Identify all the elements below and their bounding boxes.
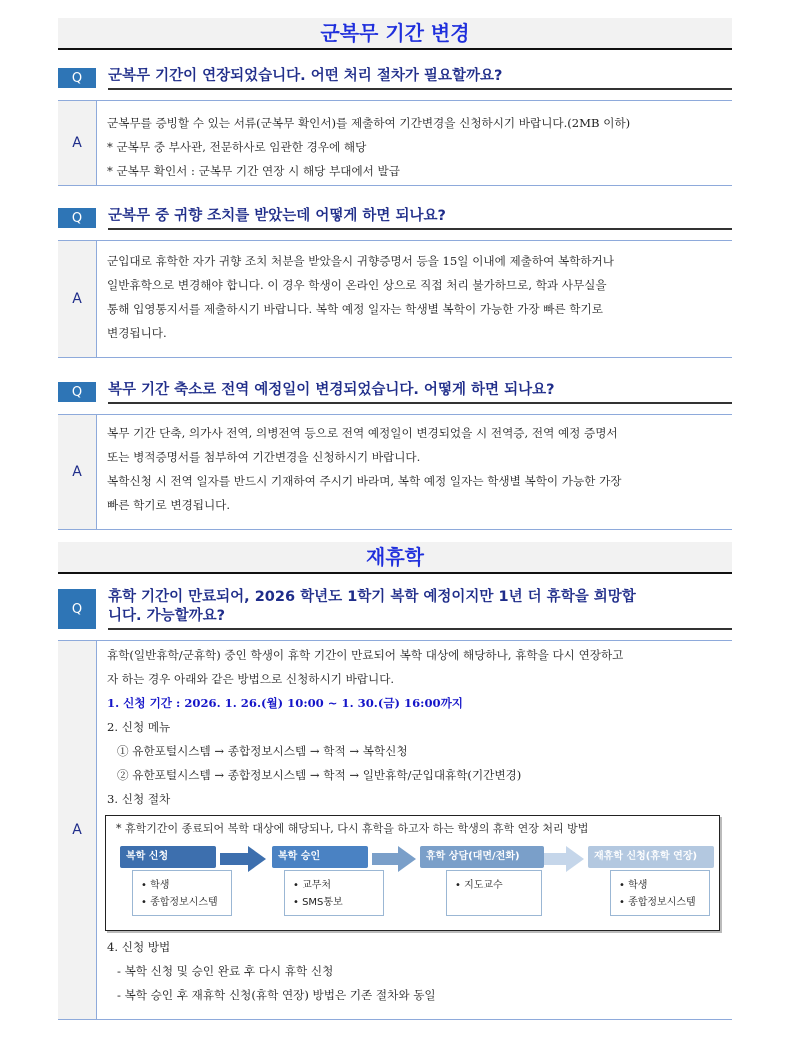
answer-content-1	[97, 101, 732, 185]
answer-line: 변경됩니다.	[107, 326, 167, 340]
answer-line: 휴학(일반휴학/군휴학) 중인 학생이 휴학 기간이 만료되어 복학 대상에 해당하나, 휴학을 다시 연장하고	[107, 648, 624, 662]
question-text-1: 군복무 기간이 연장되었습니다. 어떤 처리 절차가 필요할까요?	[108, 66, 732, 90]
answer-line: 일반휴학으로 변경해야 합니다. 이 경우 학생이 온라인 상으로 직접 처리 불가하므로, 학과 사무실을	[107, 278, 607, 292]
procedure-flow-box	[105, 815, 720, 931]
arrow-right-icon	[544, 846, 584, 872]
flow-step-title: 복학 승인	[272, 846, 368, 868]
question-row-1	[58, 66, 732, 90]
question-row-3	[58, 380, 732, 404]
flow-step-item: • SMS통보	[293, 897, 343, 908]
arrow-right-icon	[372, 846, 416, 872]
answer-line: 통해 입영통지서를 제출하시기 바랍니다. 복학 예정 일자는 학생별 복학이 가능한 가장 빠른 학기로	[107, 302, 603, 316]
flow-step-box	[284, 870, 384, 916]
a-badge: A	[58, 641, 97, 1019]
menu-path-1: ① 유한포털시스템 → 종합정보시스템 → 학적 → 복학신청	[117, 744, 408, 758]
flow-step-item: • 학생	[141, 880, 170, 891]
a-badge: A	[58, 101, 97, 185]
method-line-1: - 복학 신청 및 승인 완료 후 다시 휴학 신청	[117, 964, 334, 978]
flow-note: * 휴학기간이 종료되어 복학 대상에 해당되나, 다시 휴학을 하고자 하는 학생의 휴학 연장 처리 방법	[116, 822, 589, 835]
question-text-4	[108, 588, 732, 630]
question-row-2	[58, 206, 732, 230]
q-badge: Q	[58, 589, 96, 629]
question-line: 니다. 가능할까요?	[108, 608, 226, 624]
flow-step-item: • 종합정보시스템	[619, 897, 696, 908]
menu-title: 2. 신청 메뉴	[107, 720, 171, 734]
answer-line: 자 하는 경우 아래와 같은 방법으로 신청하시기 바랍니다.	[107, 672, 395, 686]
flow-step-title: 휴학 상담(대면/전화)	[420, 846, 544, 868]
flow-step-item: • 교무처	[293, 880, 332, 891]
flow-step-item: • 학생	[619, 880, 648, 891]
question-line: 휴학 기간이 만료되어, 2026 학년도 1학기 복학 예정이지만 1년 더 휴학을 희망합	[108, 589, 636, 605]
answer-line: 복학신청 시 전역 일자를 반드시 기재하여 주시기 바라며, 복학 예정 일자는 학생별 복학이 가능한 가장	[107, 474, 622, 488]
method-line-2: - 복학 승인 후 재휴학 신청(휴학 연장) 방법은 기존 절차와 동일	[117, 988, 436, 1002]
q-badge: Q	[58, 208, 96, 228]
flow-step-item: • 지도교수	[455, 880, 503, 891]
q-badge: Q	[58, 382, 96, 402]
menu-path-2: ② 유한포털시스템 → 종합정보시스템 → 학적 → 일반휴학/군입대휴학(기간변경)	[117, 768, 522, 782]
q-badge: Q	[58, 68, 96, 88]
answer-content-3	[97, 415, 732, 529]
question-text-3: 복무 기간 축소로 전역 예정일이 변경되었습니다. 어떻게 하면 되나요?	[108, 380, 732, 404]
method-title: 4. 신청 방법	[107, 940, 171, 954]
question-text-2: 군복무 중 귀향 조치를 받았는데 어떻게 하면 되나요?	[108, 206, 732, 230]
answer-row-1	[58, 100, 732, 186]
section-title-reenroll-leave: 재휴학	[58, 542, 732, 574]
question-row-4	[58, 588, 732, 630]
answer-row-2	[58, 240, 732, 358]
answer-line: * 군복무 중 부사관, 전문하사로 임관한 경우에 해당	[107, 140, 367, 154]
procedure-title: 3. 신청 절차	[107, 792, 171, 806]
answer-row-3	[58, 414, 732, 530]
procedure-flow	[116, 842, 711, 922]
a-badge: A	[58, 241, 97, 357]
answer-line: 군복무를 증빙할 수 있는 서류(군복무 확인서)를 제출하여 기간변경을 신청하시기 바랍니다.(2MB 이하)	[107, 116, 631, 130]
application-period: 1. 신청 기간 : 2026. 1. 26.(월) 10:00 ~ 1. 30.(금) 16:00까지	[107, 696, 463, 710]
flow-step-box	[132, 870, 232, 916]
flow-step-title: 재휴학 신청(휴학 연장)	[588, 846, 714, 868]
answer-line: * 군복무 확인서 : 군복무 기간 연장 시 해당 부대에서 발급	[107, 164, 400, 178]
answer-line: 빠른 학기로 변경됩니다.	[107, 498, 231, 512]
answer-content-2	[97, 241, 732, 357]
answer-line: 군입대로 휴학한 자가 귀향 조치 처분을 받았을시 귀향증명서 등을 15일 이내에 제출하여 복학하거나	[107, 254, 614, 268]
flow-step-title: 복학 신청	[120, 846, 216, 868]
section-title-military: 군복무 기간 변경	[58, 18, 732, 50]
a-badge: A	[58, 415, 97, 529]
page	[58, 18, 732, 1020]
answer-row-4	[58, 640, 732, 1020]
flow-step-box	[610, 870, 710, 916]
answer-line: 복무 기간 단축, 의가사 전역, 의병전역 등으로 전역 예정일이 변경되었을 시 전역증, 전역 예정 증명서	[107, 426, 618, 440]
arrow-right-icon	[220, 846, 266, 872]
answer-content-4	[97, 641, 732, 1019]
flow-step-box	[446, 870, 542, 916]
answer-line: 또는 병적증명서를 첨부하여 기간변경을 신청하시기 바랍니다.	[107, 450, 421, 464]
flow-step-item: • 종합정보시스템	[141, 897, 218, 908]
